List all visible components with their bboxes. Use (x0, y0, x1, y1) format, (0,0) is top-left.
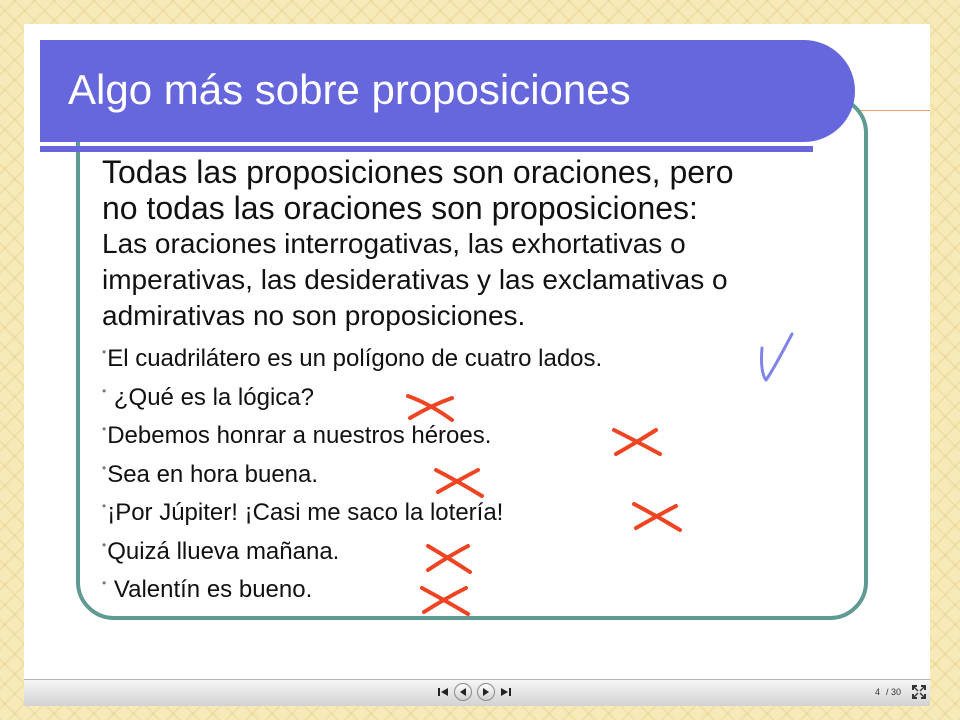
slide-body (102, 154, 882, 610)
paragraph-line: admirativas no son proposiciones. (102, 300, 526, 331)
list-item (102, 417, 882, 456)
list-item (102, 456, 882, 495)
bullet-icon: • (102, 422, 107, 436)
list-item-text: Debemos honrar a nuestros héroes. (107, 422, 492, 449)
decorative-line (858, 110, 930, 111)
skip-first-icon[interactable] (437, 683, 449, 701)
paragraph-line: imperativas, las desiderativas y las exclamativas o (102, 264, 728, 295)
next-icon (482, 688, 490, 696)
player-controls-bar (24, 679, 930, 706)
fullscreen-icon (912, 685, 926, 699)
paragraph-line: Las oraciones interrogativas, las exhortativas o (102, 228, 686, 259)
list-item-text: El cuadrilátero es un polígono de cuatro lados. (107, 345, 603, 372)
list-item-text: ¡Por Júpiter! ¡Casi me saco la lotería! (107, 499, 504, 526)
previous-icon (459, 688, 467, 696)
list-item (102, 571, 882, 610)
list-item-text: Quizá llueva mañana. (107, 537, 340, 565)
skip-last-icon[interactable] (500, 683, 512, 701)
list-item (102, 533, 882, 572)
total-pages: / 30 (886, 687, 902, 697)
heading-text (102, 154, 882, 226)
list-item (102, 494, 882, 533)
title-underline (40, 146, 813, 152)
list-item-text: Valentín es bueno. (107, 576, 313, 603)
title-bar (40, 40, 855, 142)
heading-line: Todas las proposiciones son oraciones, pero (102, 154, 734, 190)
bullet-icon: • (102, 383, 107, 398)
page-indicator (875, 687, 901, 697)
heading-line: no todas las oraciones son proposiciones: (102, 190, 698, 226)
next-button[interactable] (477, 683, 495, 701)
list-item-text: ¿Qué es la lógica? (107, 383, 314, 411)
list-item (102, 340, 882, 379)
current-page: 4 (875, 687, 881, 697)
paragraph-text (102, 226, 882, 334)
fullscreen-button[interactable] (912, 685, 926, 699)
bullet-icon: • (102, 460, 107, 475)
bullet-icon: • (102, 345, 107, 359)
list-item-text: Sea en hora buena. (107, 460, 319, 488)
bullet-icon: • (102, 537, 107, 552)
bullet-icon: • (102, 576, 107, 590)
list-item (102, 379, 882, 418)
bullet-icon: • (102, 499, 107, 513)
examples-list (102, 340, 882, 610)
slide-title: Algo más sobre proposiciones (68, 66, 631, 113)
previous-button[interactable] (454, 683, 472, 701)
